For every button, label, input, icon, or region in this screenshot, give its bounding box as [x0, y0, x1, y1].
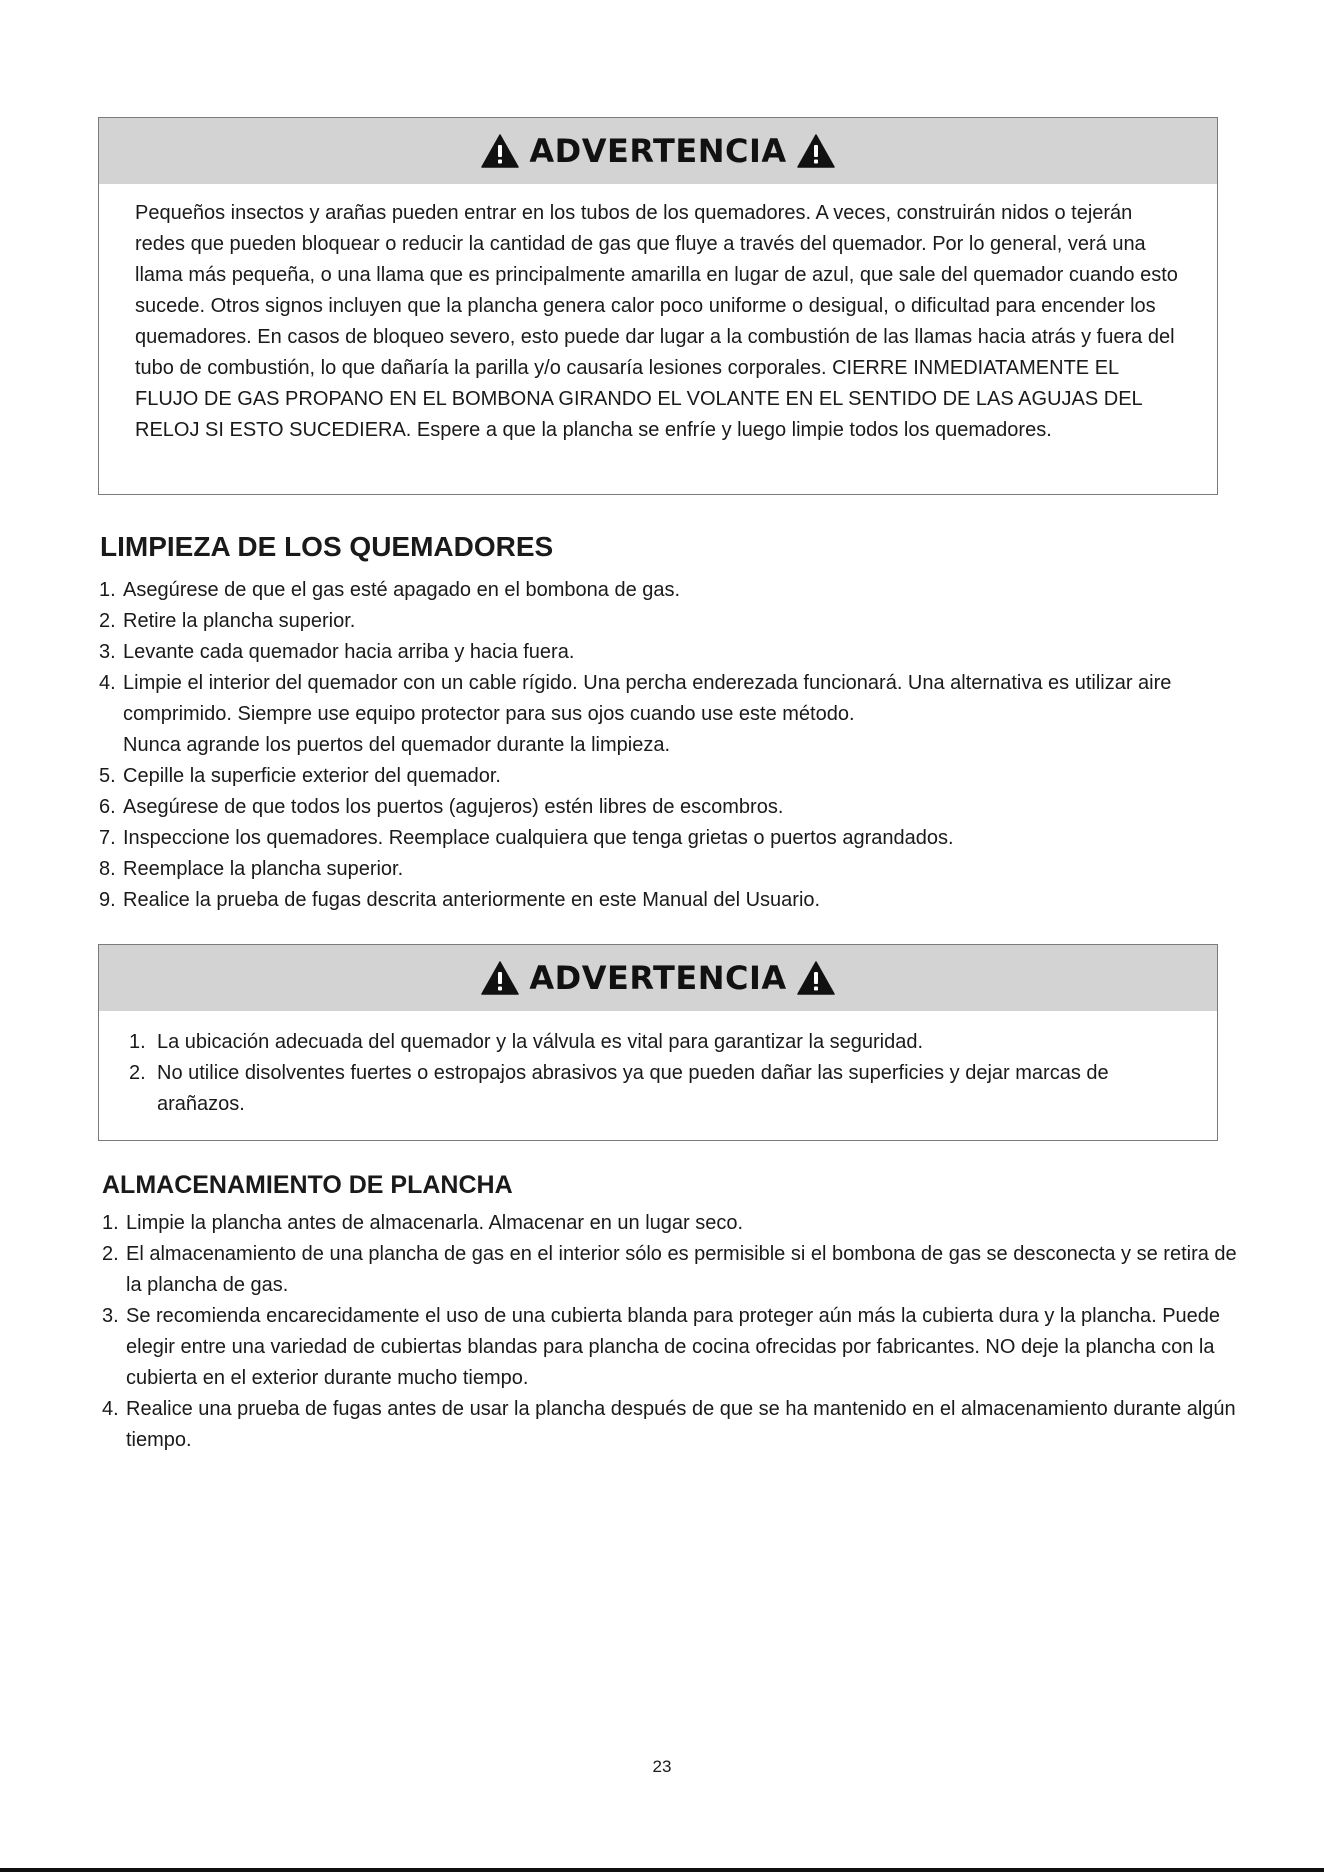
- list-item: [99, 761, 1224, 792]
- warning-triangle-icon: [481, 961, 519, 995]
- warning-title: ADVERTENCIA: [529, 959, 787, 997]
- list-text: Cepille la superficie exterior del quemador.: [123, 765, 501, 787]
- warning-triangle-icon: [481, 134, 519, 168]
- list-item: [102, 1394, 1237, 1456]
- list-number: 2.: [102, 1243, 119, 1265]
- list-number: 6.: [99, 796, 116, 818]
- list-text-continuation: Nunca agrande los puertos del quemador durante la limpieza.: [123, 734, 671, 756]
- list-text: Levante cada quemador hacia arriba y hacia fuera.: [123, 641, 575, 663]
- warning-title: ADVERTENCIA: [529, 132, 787, 170]
- list-text: Retire la plancha superior.: [123, 610, 356, 632]
- list-text: No utilice disolventes fuertes o estropajos abrasivos ya que pueden dañar las superficies y dejar marcas de arañazos.: [157, 1062, 1109, 1115]
- warning-list: [129, 1027, 1181, 1120]
- list-number: 2.: [129, 1062, 146, 1084]
- list-text: El almacenamiento de una plancha de gas en el interior sólo es permisible si el bombona de gas se desconecta y se retira de la plancha de gas.: [126, 1243, 1237, 1296]
- list-item: [99, 668, 1224, 761]
- list-number: 7.: [99, 827, 116, 849]
- list-item: [129, 1027, 1181, 1058]
- list-text: Inspeccione los quemadores. Reemplace cualquiera que tenga grietas o puertos agrandados.: [123, 827, 954, 849]
- list-item: [99, 575, 1224, 606]
- storage-steps-list: [102, 1208, 1237, 1456]
- list-text: Reemplace la plancha superior.: [123, 858, 404, 880]
- list-text: La ubicación adecuada del quemador y la válvula es vital para garantizar la seguridad.: [157, 1031, 924, 1053]
- warning-body: [99, 1011, 1217, 1132]
- list-number: 4.: [102, 1398, 119, 1420]
- cleaning-steps-list: [99, 575, 1224, 916]
- warning-triangle-icon: [797, 961, 835, 995]
- warning-body-text: Pequeños insectos y arañas pueden entrar en los tubos de los quemadores. A veces, construirán nidos o tejerán redes que pueden bloquear o reducir la cantidad de gas que fluye a través del quemador. Por lo general, verá una llama más pequeña, o una llama que es principalmente amarilla en lugar de azul, que sale del quemador cuando esto sucede. Otros signos incluyen que la plancha genera calor poco uniforme o desigual, o dificultad para encender los quemadores. En casos de bloqueo severo, esto puede dar lugar a la combustión de las llamas hacia atrás y fuera del tubo de combustión, lo que dañaría la parilla y/o causaría lesiones corporales. CIERRE INMEDIATAMENTE EL FLUJO DE GAS PROPANO EN EL BOMBONA GIRANDO EL VOLANTE EN EL SENTIDO DE LAS AGUJAS DEL RELOJ SI ESTO SUCEDIERA. Espere a que la plancha se enfríe y luego limpie todos los quemadores.: [135, 202, 1178, 441]
- warning-triangle-icon: [797, 134, 835, 168]
- list-item: [102, 1239, 1237, 1301]
- list-number: 3.: [102, 1305, 119, 1327]
- list-item: [99, 792, 1224, 823]
- list-number: 1.: [102, 1212, 119, 1234]
- list-item: [99, 854, 1224, 885]
- bottom-rule: [0, 1868, 1324, 1872]
- list-number: 5.: [99, 765, 116, 787]
- warning-box-2: [98, 944, 1218, 1141]
- list-text: Asegúrese de que el gas esté apagado en el bombona de gas.: [123, 579, 681, 601]
- list-item: [102, 1301, 1237, 1394]
- list-text: Se recomienda encarecidamente el uso de una cubierta blanda para proteger aún más la cubierta dura y la plancha. Puede elegir entre una variedad de cubiertas blandas para plancha de cocina ofrecidas por fabricantes. NO deje la plancha con la cubierta en el exterior durante mucho tiempo.: [126, 1305, 1221, 1389]
- list-item: [102, 1208, 1237, 1239]
- list-number: 1.: [129, 1031, 146, 1053]
- warning-header: [99, 945, 1217, 1011]
- list-text: Asegúrese de que todos los puertos (agujeros) estén libres de escombros.: [123, 796, 784, 818]
- list-item: [99, 637, 1224, 668]
- list-number: 1.: [99, 579, 116, 601]
- list-text: Limpie el interior del quemador con un cable rígido. Una percha enderezada funcionará. Una alternativa es utilizar aire comprimido. Siempre use equipo protector para sus ojos cuando use este método.: [123, 672, 1172, 725]
- list-number: 8.: [99, 858, 116, 880]
- list-text: Realice la prueba de fugas descrita anteriormente en este Manual del Usuario.: [123, 889, 821, 911]
- page-number: 23: [652, 1757, 672, 1776]
- section-heading-storage: ALMACENAMIENTO DE PLANCHA: [102, 1171, 513, 1199]
- list-number: 2.: [99, 610, 116, 632]
- list-text: Realice una prueba de fugas antes de usar la plancha después de que se ha mantenido en el almacenamiento durante algún tiempo.: [126, 1398, 1236, 1451]
- list-item: [99, 823, 1224, 854]
- warning-box-1: [98, 117, 1218, 495]
- section-heading-cleaning: LIMPIEZA DE LOS QUEMADORES: [100, 531, 554, 562]
- list-item: [129, 1058, 1181, 1120]
- list-number: 3.: [99, 641, 116, 663]
- list-item: [99, 885, 1224, 916]
- list-item: [99, 606, 1224, 637]
- warning-header: [99, 118, 1217, 184]
- list-text: Limpie la plancha antes de almacenarla. Almacenar en un lugar seco.: [126, 1212, 744, 1234]
- list-number: 9.: [99, 889, 116, 911]
- list-number: 4.: [99, 672, 116, 694]
